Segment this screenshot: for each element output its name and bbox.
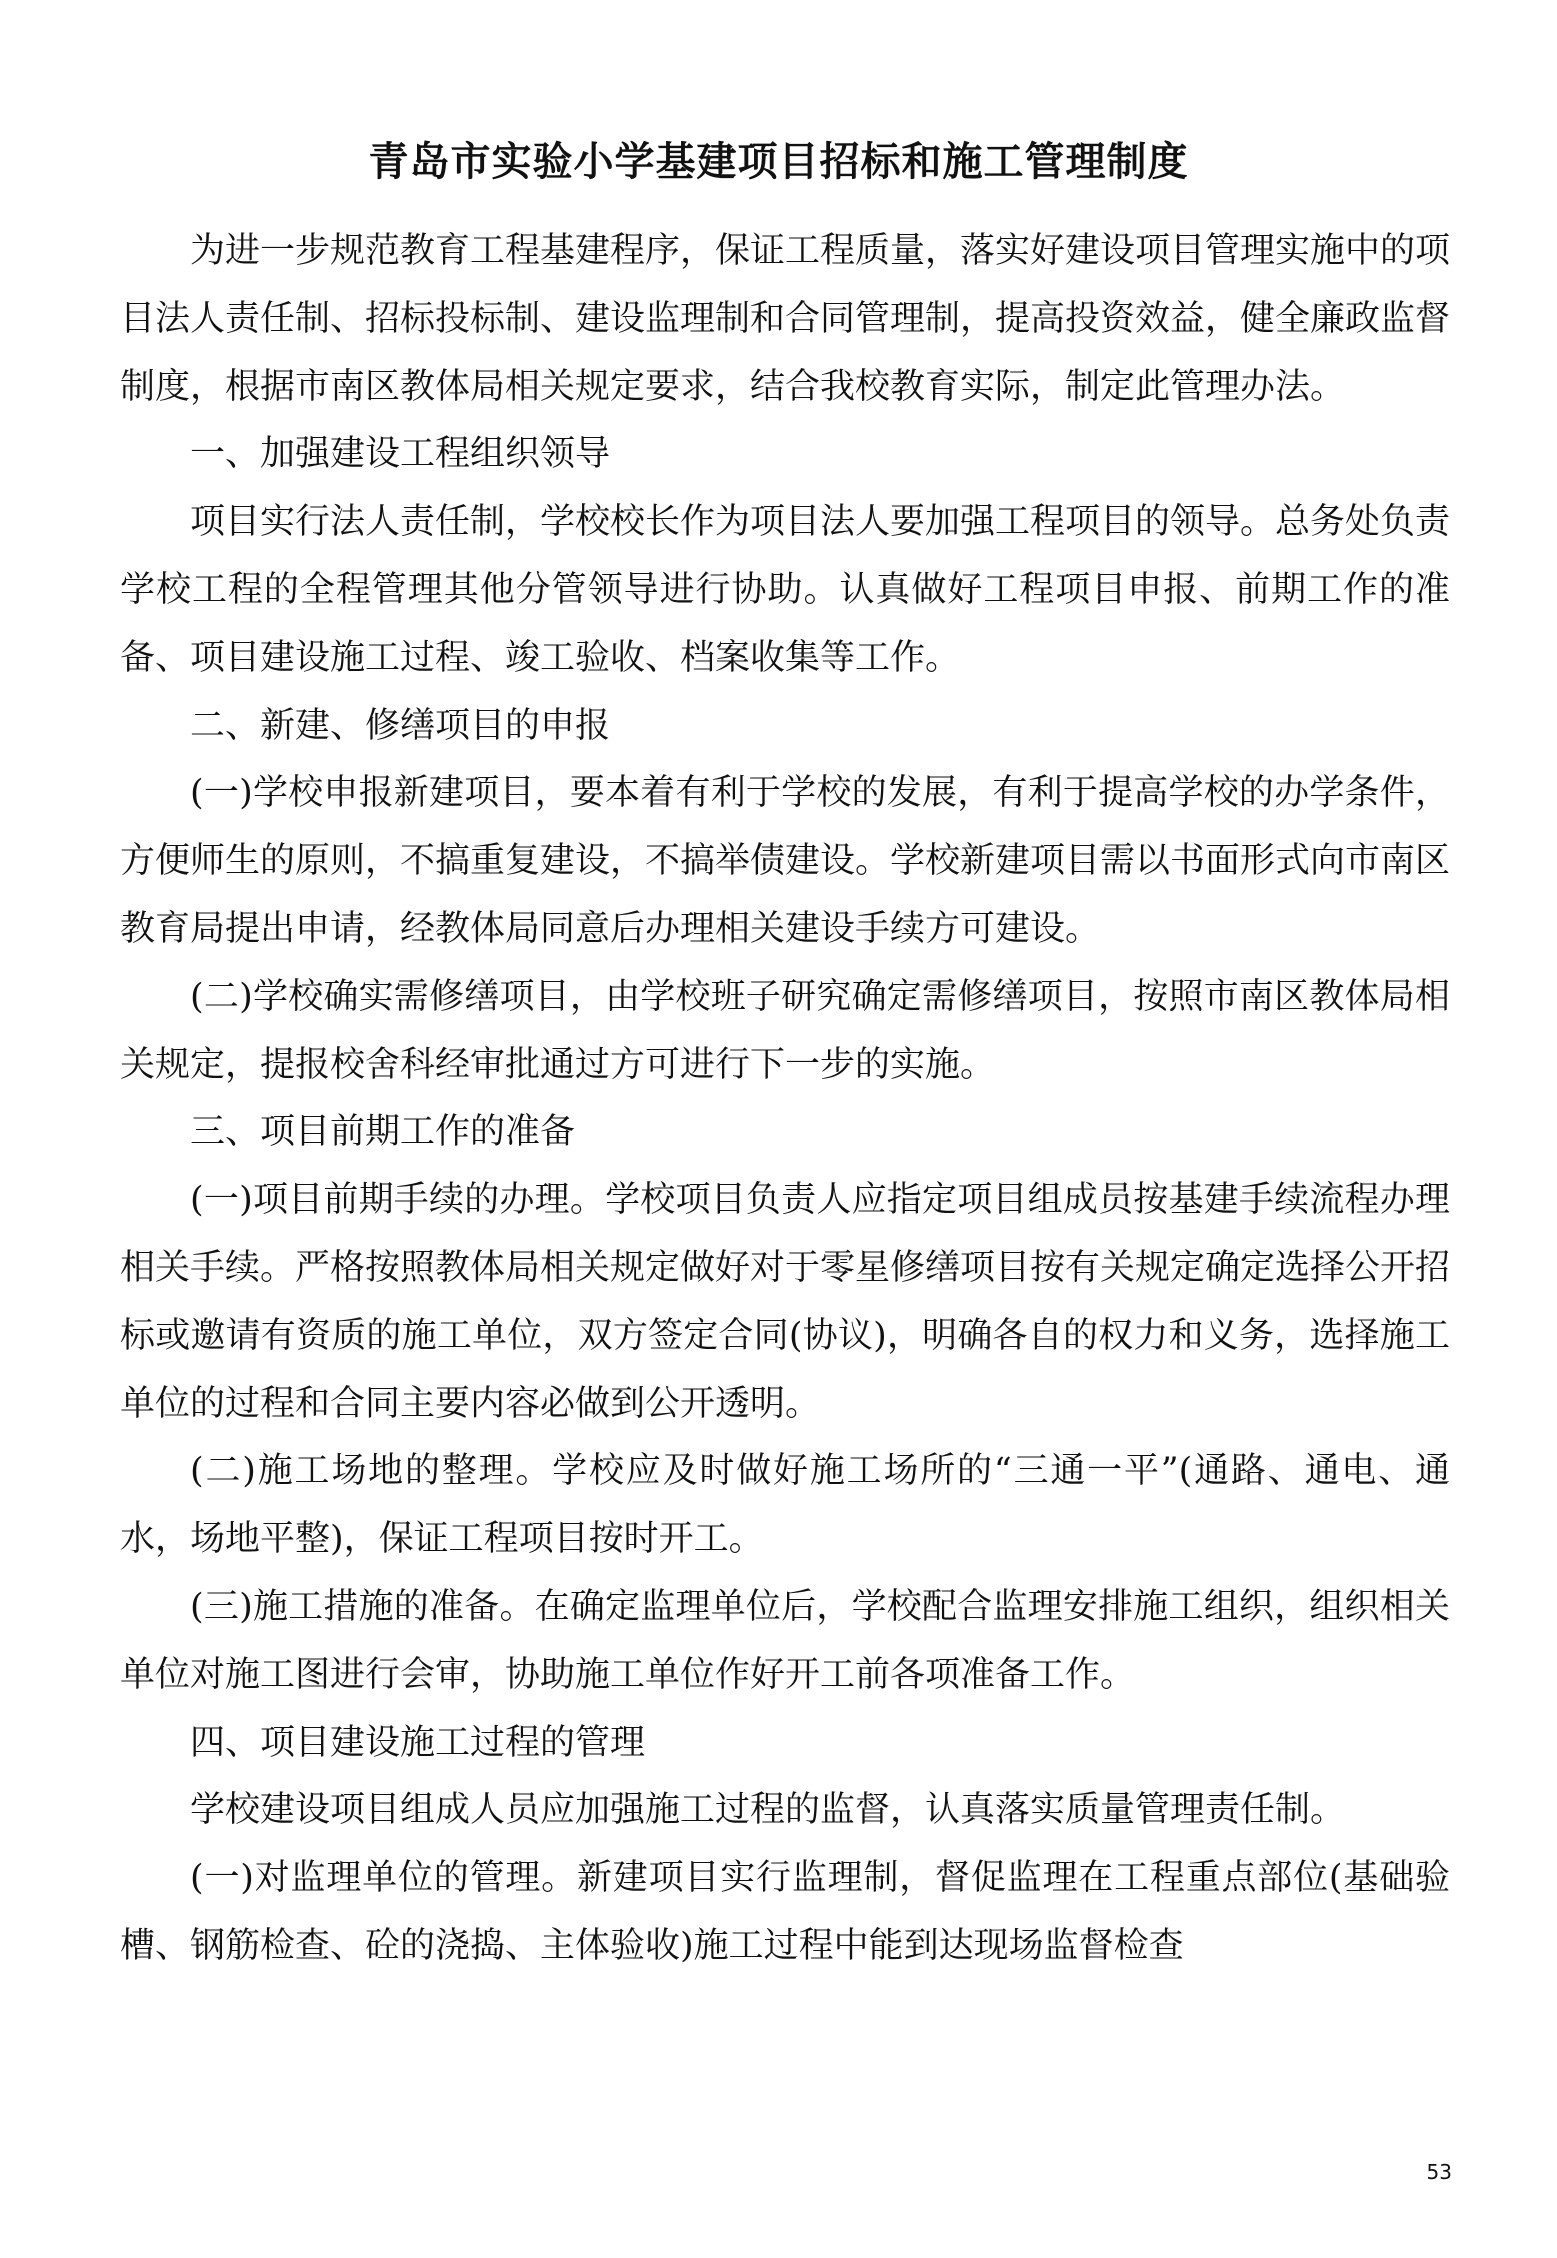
document-title: 青岛市实验小学基建项目招标和施工管理制度 [368, 139, 1189, 185]
paragraph-section-3-item-1: (一)项目前期手续的办理。学校项目负责人应指定项目组成员按基建手续流程办理相关手续。严格按照教体局相关规定做好对于零星修缮项目按有关规定确定选择公开招标或邀请有资质的施工单位，双方签定合同(协议)，明确各自的权力和义务，选择施工单位的过程和合同主要内容必做到公开透明。 [120, 1180, 1451, 1424]
section-heading-3: 三、项目前期工作的准备 [190, 1112, 576, 1153]
paragraph-section-4-intro: 学校建设项目组成人员应加强施工过程的监督，认真落实质量管理责任制。 [190, 1790, 1346, 1831]
paragraph-section-2-item-1: (一)学校申报新建项目，要本着有利于学校的发展，有利于提高学校的办学条件，方便师生的原则，不搞重复建设，不搞举债建设。学校新建项目需以书面形式向市南区教育局提出申请，经教体局同意后办理相关建设手续方可建设。 [120, 773, 1451, 949]
section-heading-2: 二、新建、修缮项目的申报 [190, 705, 611, 746]
paragraph-intro: 为进一步规范教育工程基建程序，保证工程质量，落实好建设项目管理实施中的项目法人责任制、招标投标制、建设监理制和合同管理制，提高投资效益，健全廉政监督制度，根据市南区教体局相关规定要求，结合我校教育实际，制定此管理办法。 [120, 231, 1451, 407]
paragraph-section-4-item-1: (一)对监理单位的管理。新建项目实行监理制，督促监理在工程重点部位(基础验槽、钢筋检查、砼的浇捣、主体验收)施工过程中能到达现场监督检查 [120, 1858, 1450, 1966]
page-number: 53 [1426, 2160, 1452, 2184]
paragraph-section-2-item-2: (二)学校确实需修缮项目，由学校班子研究确定需修缮项目，按照市南区教体局相关规定，提报校舍科经审批通过方可进行下一步的实施。 [120, 976, 1450, 1085]
paragraph-section-3-item-2: (二)施工场地的整理。学校应及时做好施工场所的“三通一平”(通路、通电、通水，场地平整)，保证工程项目按时开工。 [120, 1451, 1450, 1560]
paragraph-section-1: 项目实行法人责任制，学校校长作为项目法人要加强工程项目的领导。总务处负责学校工程的全程管理其他分管领导进行协助。认真做好工程项目申报、前期工作的准备、项目建设施工过程、竣工验收、档案收集等工作。 [120, 502, 1451, 678]
section-heading-1: 一、加强建设工程组织领导 [190, 434, 611, 475]
document-body [120, 218, 1450, 1981]
paragraph-section-3-item-3: (三)施工措施的准备。在确定监理单位后，学校配合监理安排施工组织，组织相关单位对施工图进行会审，协助施工单位作好开工前各项准备工作。 [120, 1586, 1450, 1695]
section-heading-4: 四、项目建设施工过程的管理 [190, 1722, 646, 1763]
